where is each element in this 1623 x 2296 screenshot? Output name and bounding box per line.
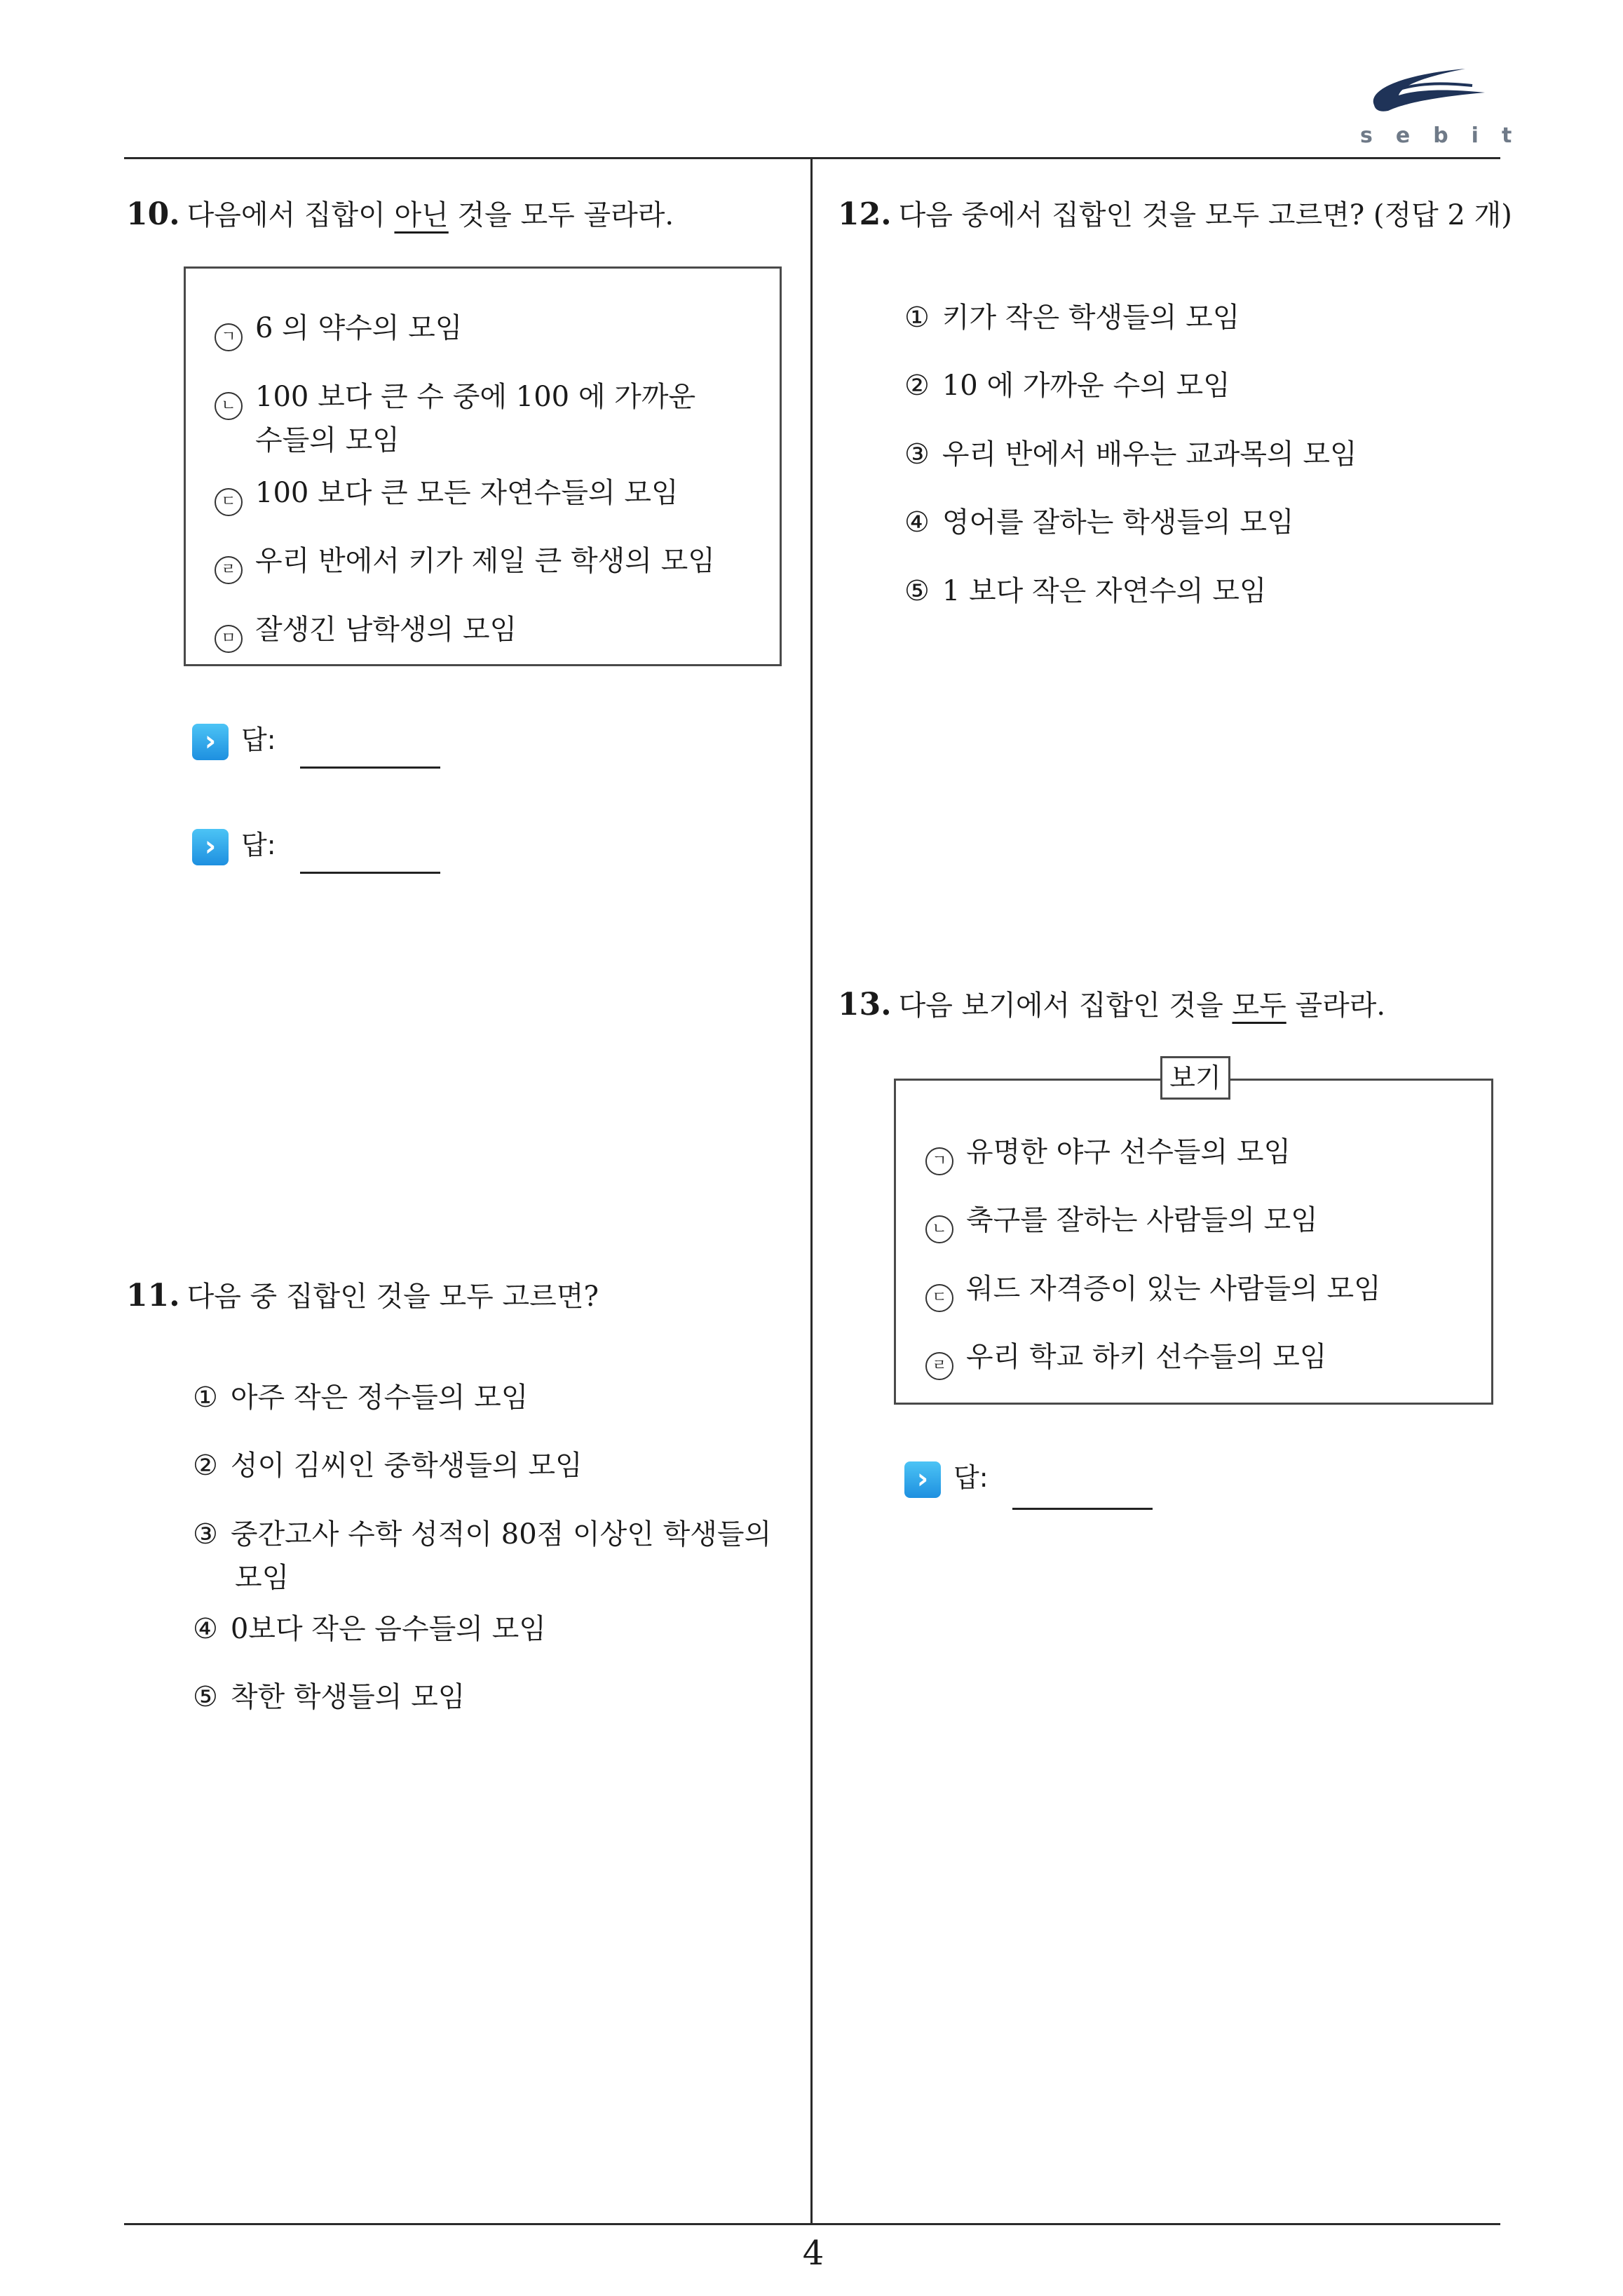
q13-title: 13. 다음 보기에서 집합인 것을 모두 골라라.	[838, 987, 1386, 1022]
q10-item-mark: ㄷ	[215, 488, 243, 516]
chevron-right-icon: ›	[192, 724, 229, 760]
q11-option[interactable]: ② 성이 김씨인 중학생들의 모임	[193, 1450, 583, 1482]
q10-answer-2	[192, 828, 276, 865]
q12-option[interactable]: ① 키가 작은 학생들의 모임	[904, 302, 1240, 334]
q11-option[interactable]: ⑤ 착한 학생들의 모임	[193, 1681, 466, 1713]
q12-title: 12. 다음 중에서 집합인 것을 모두 고르면? (정답 2 개)	[838, 196, 1512, 232]
q10-item-mark: ㄹ	[215, 556, 243, 584]
answer-label: 답:	[241, 830, 276, 860]
q10-item: ㄴ 100 보다 큰 수 중에 100 에 가까운	[215, 377, 695, 420]
q11-title: 11. 다음 중 집합인 것을 모두 고르면?	[126, 1278, 599, 1314]
q12-option[interactable]: ② 10 에 가까운 수의 모임	[904, 370, 1230, 402]
q10-item: ㄷ 100 보다 큰 모든 자연수들의 모임	[215, 473, 679, 516]
q10-item: ㄹ 우리 반에서 키가 제일 큰 학생의 모임	[215, 541, 715, 584]
q12-option-mark: ②	[904, 370, 930, 402]
footer-rule	[124, 2223, 1500, 2225]
q13-answer-blank[interactable]	[1012, 1508, 1153, 1510]
sebit-swoosh-icon	[1360, 62, 1500, 118]
q13-item-mark: ㄴ	[925, 1215, 953, 1243]
sebit-logo	[1360, 62, 1535, 153]
page-number: 4	[802, 2234, 824, 2273]
answer-label: 답:	[953, 1462, 989, 1493]
q12-option-mark: ③	[904, 438, 930, 471]
q11-option-mark: ①	[193, 1382, 218, 1414]
q12-option[interactable]: ③ 우리 반에서 배우는 교과목의 모임	[904, 438, 1357, 471]
chevron-right-icon: ›	[904, 1461, 941, 1498]
q12-option-mark: ①	[904, 302, 930, 334]
q12-option-mark: ④	[904, 506, 930, 539]
q10-underlined: 아닌	[394, 199, 449, 231]
q11-option-mark: ⑤	[193, 1681, 218, 1713]
q13-bogi-label: 보기	[1160, 1056, 1230, 1100]
q12-option[interactable]: ⑤ 1 보다 작은 자연수의 모임	[904, 575, 1267, 607]
q11-option-mark: ②	[193, 1450, 218, 1482]
q11-option-continuation: 모임	[235, 1562, 290, 1594]
q13-item: ㄴ 축구를 잘하는 사람들의 모임	[925, 1201, 1318, 1243]
q11-option[interactable]: ① 아주 작은 정수들의 모임	[193, 1382, 529, 1414]
q13-item-mark: ㄱ	[925, 1147, 953, 1175]
q10-answer-blank-2[interactable]	[300, 872, 440, 874]
q13-item-mark: ㄹ	[925, 1352, 953, 1380]
q10-title: 10. 다음에서 집합이 아닌 것을 모두 골라라.	[126, 196, 674, 232]
q13-item-mark: ㄷ	[925, 1284, 953, 1312]
chevron-right-icon: ›	[192, 829, 229, 865]
q13-item: ㄹ 우리 학교 하키 선수들의 모임	[925, 1337, 1327, 1380]
q12-number: 12.	[838, 196, 892, 232]
q13-number: 13.	[838, 987, 892, 1022]
q12-option-mark: ⑤	[904, 575, 930, 607]
logo-text: sebit	[1360, 123, 1535, 148]
q10-item-mark: ㄱ	[215, 323, 243, 351]
q11-option-mark: ④	[193, 1613, 218, 1645]
q13-item: ㄱ 유명한 야구 선수들의 모임	[925, 1133, 1291, 1175]
q11-option-mark: ③	[193, 1518, 218, 1551]
q11-option[interactable]: ④ 0보다 작은 음수들의 모임	[193, 1613, 546, 1645]
q10-item: ㅁ 잘생긴 남학생의 모임	[215, 610, 517, 653]
q10-answer-1	[192, 722, 276, 760]
q12-option[interactable]: ④ 영어를 잘하는 학생들의 모임	[904, 506, 1294, 539]
q11-option[interactable]: ③ 중간고사 수학 성적이 80점 이상인 학생들의	[193, 1518, 772, 1551]
q10-item-continuation: 수들의 모임	[255, 424, 400, 457]
answer-label: 답:	[241, 724, 276, 755]
q10-item-mark: ㅁ	[215, 625, 243, 653]
q11-number: 11.	[126, 1278, 180, 1314]
q13-underlined: 모두	[1232, 990, 1286, 1022]
q13-item: ㄷ 워드 자격증이 있는 사람들의 모임	[925, 1269, 1381, 1312]
q10-number: 10.	[126, 196, 180, 232]
q10-item-mark: ㄴ	[215, 392, 243, 420]
q10-answer-blank-1[interactable]	[300, 767, 440, 769]
q10-item: ㄱ 6 의 약수의 모임	[215, 309, 462, 351]
q13-answer	[904, 1460, 989, 1498]
column-divider	[810, 158, 813, 2224]
